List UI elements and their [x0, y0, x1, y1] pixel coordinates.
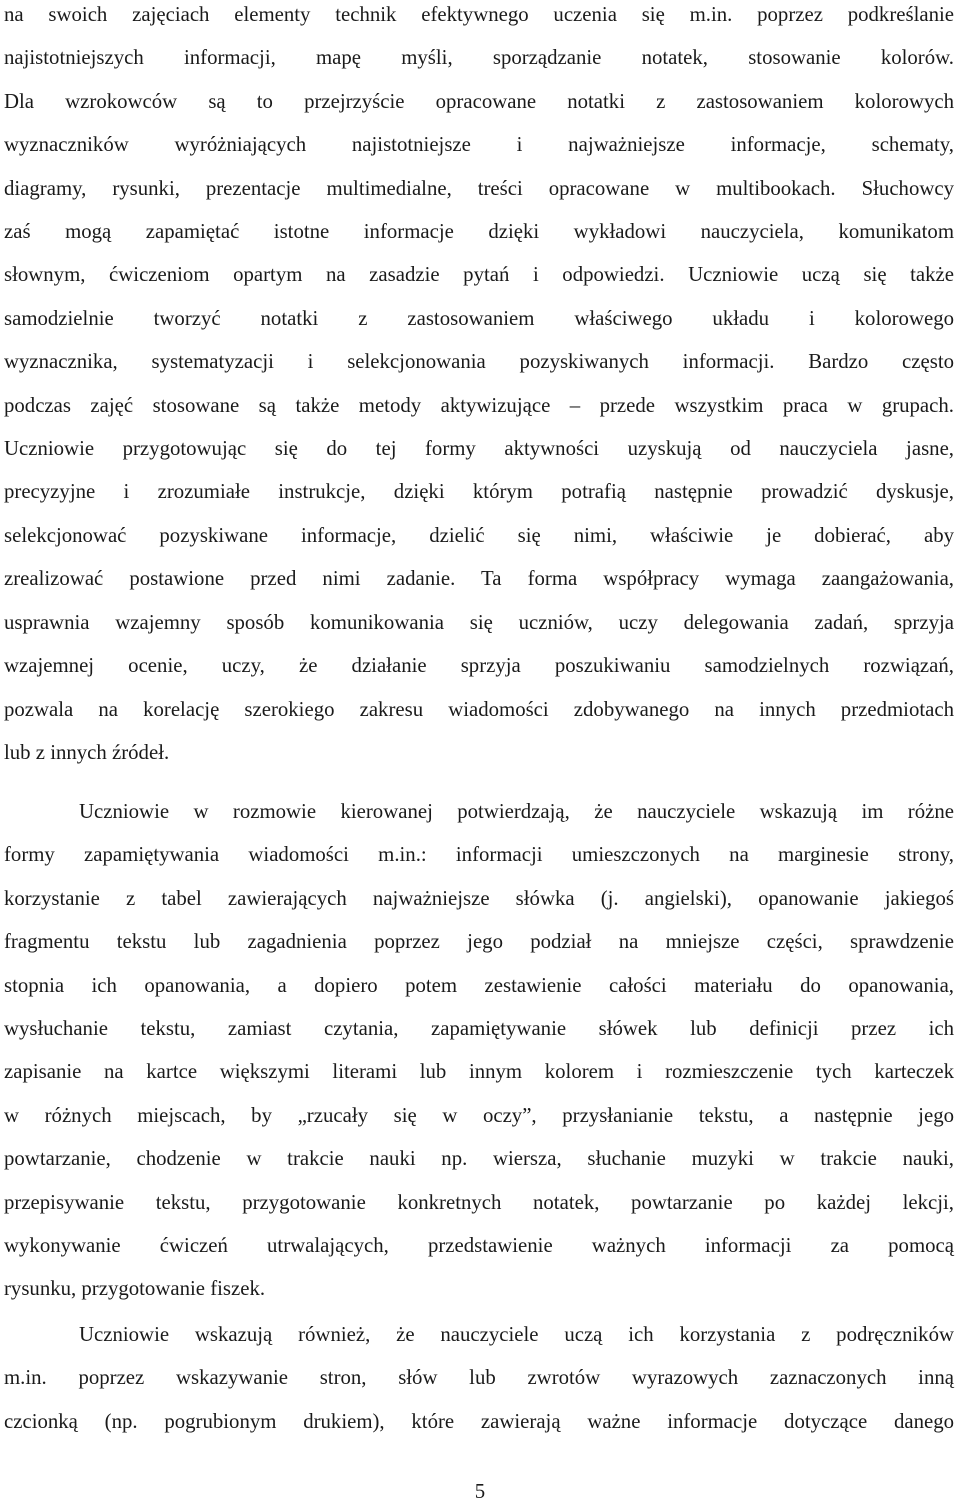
text-line: czcionką (np. pogrubionym drukiem), które zawierają ważne informacje dotyczące danego	[4, 1409, 954, 1433]
text-line: lub z innych źródeł.	[4, 740, 170, 764]
text-line: zapisanie na kartce większymi literami lub innym kolorem i rozmieszczenie tych karteczek	[4, 1060, 954, 1084]
paragraph-2	[4, 790, 954, 1311]
text-line: fragmentu tekstu lub zagadnienia poprzez jego podział na mniejsze części, sprawdzenie	[4, 930, 954, 954]
text-line: wyznacznika, systematyzacji i selekcjonowania pozyskiwanych informacji. Bardzo często	[4, 350, 954, 374]
text-line: Dla wzrokowców są to przejrzyście opracowane notatki z zastosowaniem kolorowych	[4, 89, 954, 113]
text-line: najistotniejszych informacji, mapę myśli, sporządzanie notatek, stosowanie kolorów.	[4, 46, 954, 70]
text-line: wysłuchanie tekstu, zamiast czytania, zapamiętywanie słówek lub definicji przez ich	[4, 1017, 954, 1041]
text-line: Uczniowie wskazują również, że nauczyciele uczą ich korzystania z podręczników	[79, 1323, 954, 1346]
text-line: pozwala na korelację szerokiego zakresu wiadomości zdobywanego na innych przedmiotach	[4, 697, 954, 721]
paragraph-3	[4, 1313, 954, 1443]
text-line: precyzyjne i zrozumiałe instrukcje, dzięki którym potrafią następnie prowadzić dyskusje,	[4, 480, 954, 504]
text-line: wyznaczników wyróżniających najistotniejsze i najważniejsze informacje, schematy,	[4, 133, 954, 157]
text-line: przepisywanie tekstu, przygotowanie konkretnych notatek, powtarzanie po każdej lekcji,	[4, 1190, 954, 1214]
text-line: słownym, ćwiczeniom opartym na zasadzie pytań i odpowiedzi. Uczniowie uczą się także	[4, 263, 954, 287]
page-number: 5	[474, 1480, 486, 1503]
text-line: usprawnia wzajemny sposób komunikowania się uczniów, uczy delegowania zadań, sprzyja	[4, 610, 954, 634]
text-line: Uczniowie przygotowując się do tej formy aktywności uzyskują od nauczyciela jasne,	[4, 437, 954, 461]
text-line: zrealizować postawione przed nimi zadanie. Ta forma współpracy wymaga zaangażowania,	[4, 567, 954, 591]
text-line: m.in. poprzez wskazywanie stron, słów lub zwrotów wyrazowych zaznaczonych inną	[4, 1366, 954, 1390]
text-line: selekcjonować pozyskiwane informacje, dzielić się nimi, właściwie je dobierać, aby	[4, 523, 954, 547]
text-line: stopnia ich opanowania, a dopiero potem zestawienie całości materiału do opanowania,	[4, 973, 954, 997]
text-line: korzystanie z tabel zawierających najważniejsze słówka (j. angielski), opanowanie jakiegoś	[4, 886, 954, 910]
text-line: wzajemnej ocenie, uczy, że działanie sprzyja poszukiwaniu samodzielnych rozwiązań,	[4, 654, 954, 678]
text-line: formy zapamiętywania wiadomości m.in.: informacji umieszczonych na marginesie strony,	[4, 843, 954, 867]
text-line: wykonywanie ćwiczeń utrwalających, przedstawienie ważnych informacji za pomocą	[4, 1234, 954, 1258]
text-line: powtarzanie, chodzenie w trakcie nauki np. wiersza, słuchanie muzyki w trakcie nauki,	[4, 1147, 954, 1171]
text-line: diagramy, rysunki, prezentacje multimedialne, treści opracowane w multibookach. Słuchowcy	[4, 176, 954, 200]
text-line: samodzielnie tworzyć notatki z zastosowaniem właściwego układu i kolorowego	[4, 306, 954, 330]
text-line: zaś mogą zapamiętać istotne informacje dzięki wykładowi nauczyciela, komunikatom	[4, 220, 954, 244]
text-line: na swoich zajęciach elementy technik efektywnego uczenia się m.in. poprzez podkreślanie	[4, 3, 954, 26]
text-line: rysunku, przygotowanie fiszek.	[4, 1277, 266, 1301]
text-line: w różnych miejscach, by „rzucały się w oczy”, przysłanianie tekstu, a następnie jego	[4, 1103, 954, 1127]
paragraph-1	[4, 0, 954, 774]
text-line: podczas zajęć stosowane są także metody aktywizujące – przede wszystkim praca w grupach.	[4, 393, 954, 417]
text-line: Uczniowie w rozmowie kierowanej potwierdzają, że nauczyciele wskazują im różne	[79, 800, 954, 823]
